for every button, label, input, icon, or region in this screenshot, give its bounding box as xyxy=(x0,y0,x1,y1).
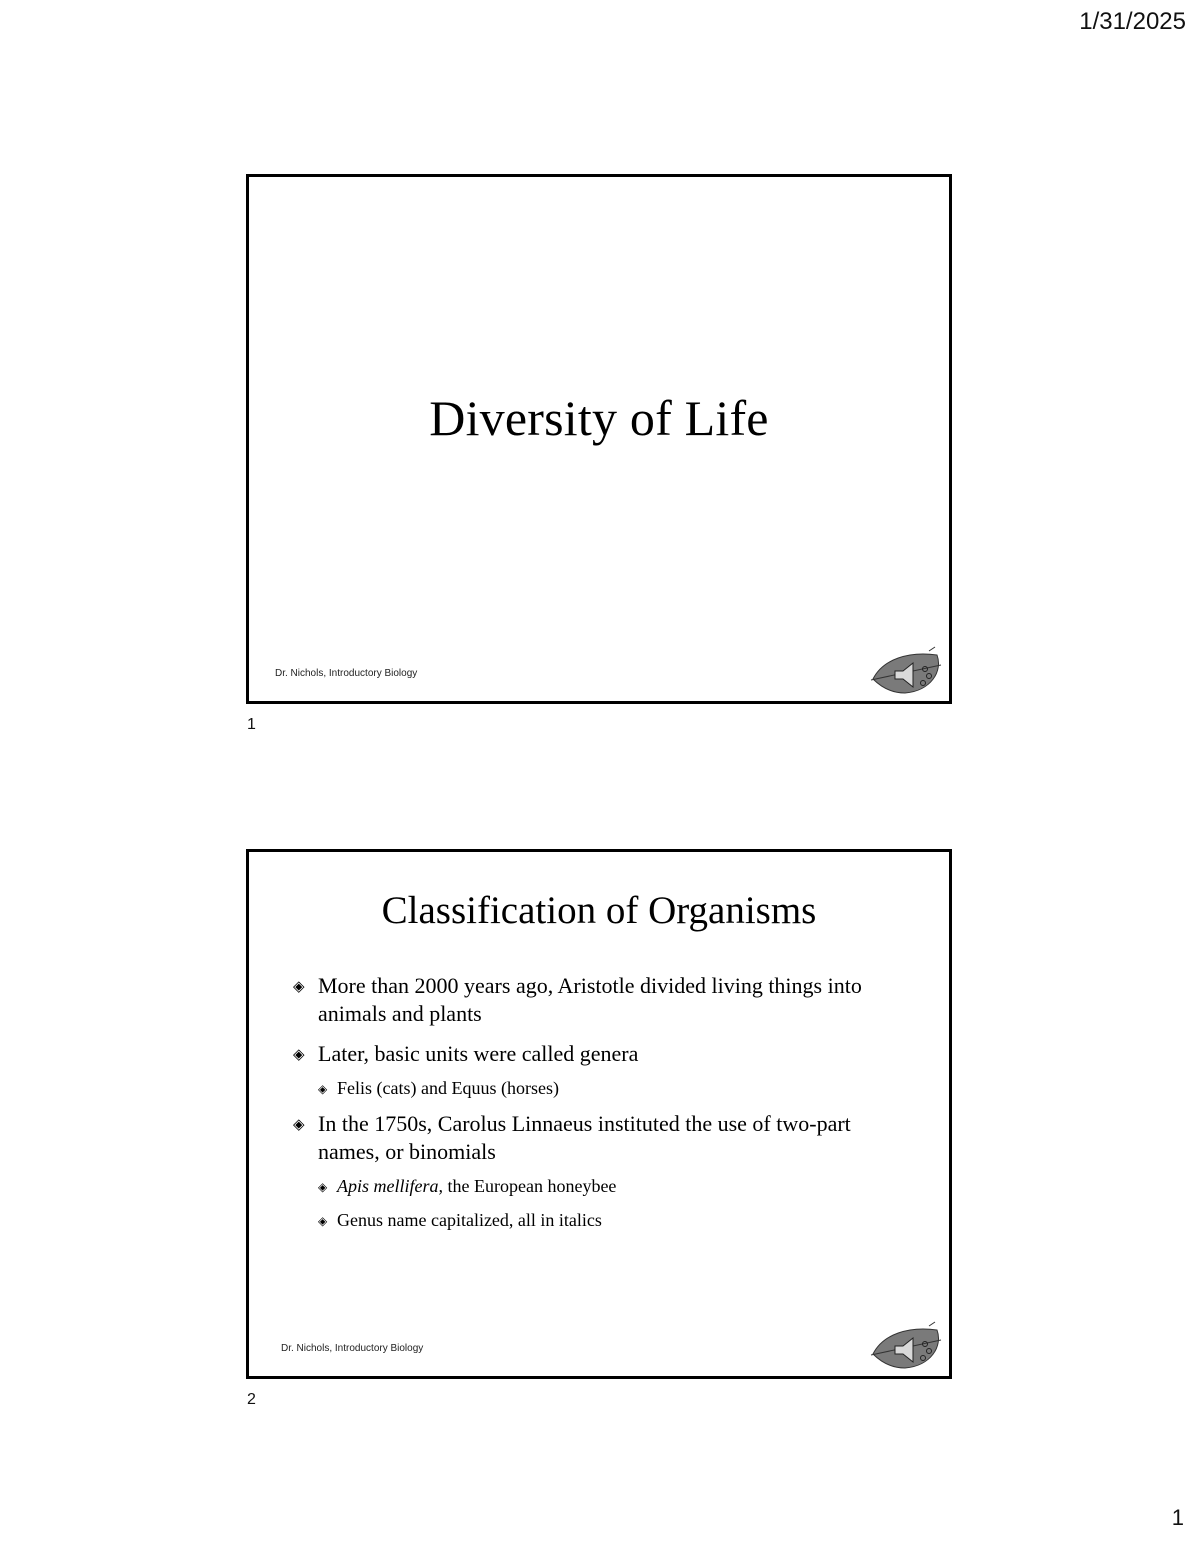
slide-2-title: Classification of Organisms xyxy=(381,889,817,932)
sub-bullet-text: Felis (cats) and Equus (horses) xyxy=(337,1078,559,1098)
diamond-bullet-icon: ◈ xyxy=(318,1180,328,1194)
slide-2-footer: Dr. Nichols, Introductory Biology xyxy=(281,1343,424,1354)
slide-2-index: 2 xyxy=(247,1391,256,1408)
sub-bullet-item xyxy=(318,1174,899,1198)
slide-2 xyxy=(246,849,952,1379)
sub-bullet-list xyxy=(318,1174,899,1232)
slide-1-title: Diversity of Life xyxy=(429,390,769,446)
bullet-item xyxy=(293,1110,899,1232)
sub-bullet-item xyxy=(318,1076,899,1100)
sub-bullet-list xyxy=(318,1076,899,1100)
bullet-item xyxy=(293,1040,899,1100)
sub-bullet-text: the European honeybee xyxy=(443,1176,617,1196)
diamond-bullet-icon: ◈ xyxy=(318,1214,328,1228)
diamond-bullet-icon: ◈ xyxy=(318,1082,328,1096)
bullet-text: Later, basic units were called genera xyxy=(318,1041,639,1066)
bullet-text: More than 2000 years ago, Aristotle divided living things into animals and plants xyxy=(318,973,862,1026)
page-number: 1 xyxy=(1171,1505,1184,1530)
slide-1-index: 1 xyxy=(247,716,256,733)
species-name: Apis mellifera, xyxy=(337,1176,443,1196)
sub-bullet-text: Genus name capitalized, all in italics xyxy=(337,1210,602,1230)
diamond-bullet-icon: ◈ xyxy=(293,1117,305,1133)
leaf-speaker-logo-icon xyxy=(869,645,945,697)
slide-2-bullet-list xyxy=(293,972,899,1244)
bullet-item xyxy=(293,972,899,1028)
page-date: 1/31/2025 xyxy=(1079,8,1186,35)
slide-1 xyxy=(246,174,952,704)
bullet-text: In the 1750s, Carolus Linnaeus instituted the use of two-part names, or binomials xyxy=(318,1111,851,1164)
diamond-bullet-icon: ◈ xyxy=(293,1047,305,1063)
diamond-bullet-icon: ◈ xyxy=(293,979,305,995)
slide-1-footer: Dr. Nichols, Introductory Biology xyxy=(275,668,418,679)
leaf-speaker-logo-icon xyxy=(869,1320,945,1372)
sub-bullet-item xyxy=(318,1208,899,1232)
